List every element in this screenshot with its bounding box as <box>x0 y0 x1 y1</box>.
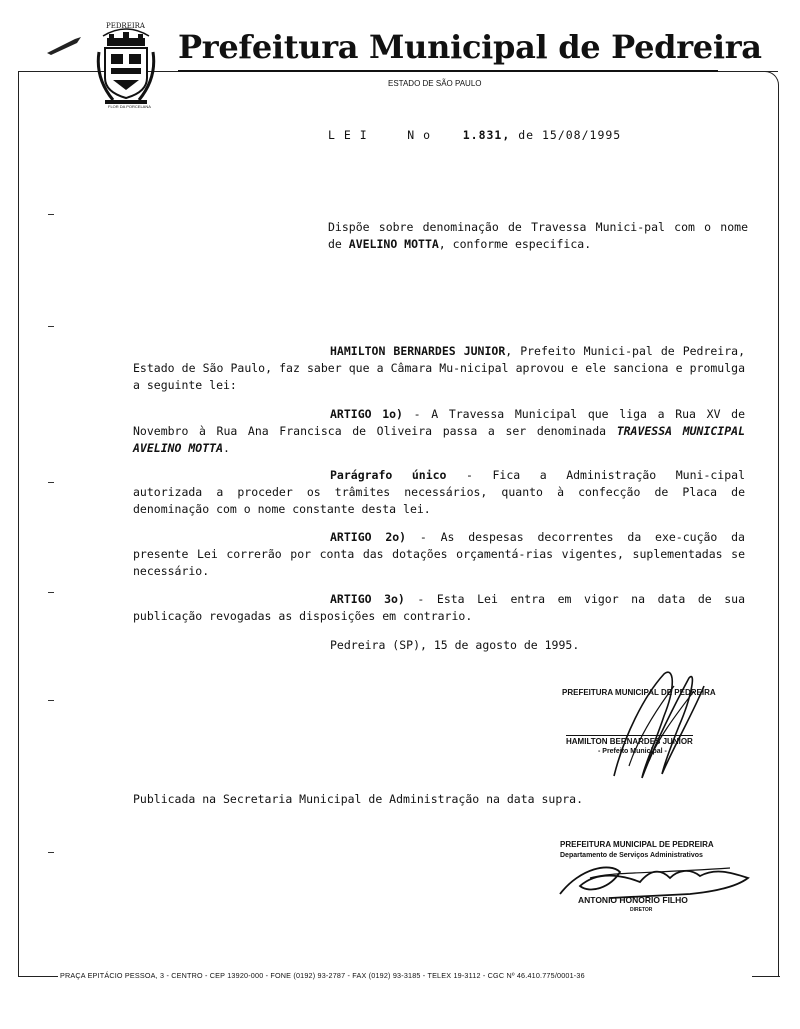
preamble <box>133 343 745 394</box>
frame-left-border <box>18 71 19 976</box>
director-stamp-name: ANTONIO HONORIO FILHO <box>578 895 688 905</box>
law-date: de 15/08/1995 <box>518 128 622 142</box>
artigo-3 <box>133 591 745 625</box>
paragrafo-unico <box>133 467 745 518</box>
artigo-2 <box>133 529 745 580</box>
margin-tick <box>48 326 54 327</box>
municipal-crest-icon <box>95 22 157 110</box>
artigo-3-text: - Esta Lei entra em vigor na data de sua publicação revogadas as disposições em contrario. <box>133 592 745 623</box>
artigo-3-label: ARTIGO 3o) <box>330 592 405 606</box>
frame-right-border <box>778 88 779 976</box>
director-stamp-header: PREFEITURA MUNICIPAL DE PEDREIRA <box>560 840 714 849</box>
law-heading <box>328 127 621 144</box>
letterhead-subtitle: ESTADO DE SÃO PAULO <box>388 79 482 88</box>
letterhead-footer: PRAÇA EPITÁCIO PESSOA, 3 - CENTRO - CEP 13920-000 - FONE (0192) 93-2787 - FAX (0192) 93-3185 - TELEX 19-3112 - CGC Nº 46.410.775/0001-36 <box>60 971 585 980</box>
title-rule <box>178 70 718 72</box>
mayor-stamp-name: HAMILTON BERNARDES JUNIOR <box>566 737 693 746</box>
mayor-stamp-header: PREFEITURA MUNICIPAL DE PEDREIRA <box>562 688 716 697</box>
publication-note: Publicada na Secretaria Municipal de Administração na data supra. <box>133 792 584 806</box>
ementa-text: Dispõe sobre denominação de Travessa Munici-pal com o nome de <box>328 220 748 251</box>
artigo-1-text: - A Travessa Municipal que liga a Rua XV de Novembro à Rua Ana Francisca de Oliveira passa a ser denominada <box>133 407 745 438</box>
ementa-text-end: , conforme especifica. <box>438 237 592 251</box>
artigo-2-text: - As despesas decorrentes da exe-cução da presente Lei correrão por conta das dotações orçamentá-rias vigentes, suplementadas se necessário. <box>133 530 745 578</box>
artigo-1 <box>133 406 745 457</box>
frame-bottom-border-right <box>752 976 780 977</box>
artigo-1-end: . <box>223 441 230 455</box>
frame-corner <box>755 71 779 89</box>
director-stamp-role: DIRETOR <box>630 907 653 913</box>
margin-tick <box>48 482 54 483</box>
ementa <box>328 219 748 253</box>
mayor-stamp-role: - Prefeito Municipal - <box>598 748 667 755</box>
paragrafo-text: - Fica a Administração Muni-cipal autorizada a proceder os trâmites necessários, quanto à confecção de Placa de denominação com o nome constante desta lei. <box>133 468 745 516</box>
lei-label: L E I <box>328 128 368 142</box>
mayor-signature <box>604 666 714 786</box>
numero-label: N o <box>407 128 432 142</box>
crest-motto: FLOR DA PORCELANA <box>108 104 151 109</box>
street-name: TRAVESSA MUNICIPAL AVELINO MOTTA <box>133 424 746 455</box>
margin-tick <box>48 214 54 215</box>
director-stamp-department: Departamento de Serviços Administrativos <box>560 852 703 859</box>
margin-tick <box>48 592 54 593</box>
preamble-text: , Prefeito Munici-pal de Pedreira, Estado de São Paulo, faz saber que a Câmara Mu-nicipal aprovou e ele sanciona e promulga a seguinte lei: <box>133 344 746 392</box>
paragrafo-label: Parágrafo único <box>330 468 447 482</box>
letterhead-title: Prefeitura Municipal de Pedreira <box>178 28 762 66</box>
mayor-name: HAMILTON BERNARDES JUNIOR <box>330 344 506 358</box>
margin-tick <box>48 700 54 701</box>
frame-bottom-border <box>18 976 58 977</box>
ementa-name: AVELINO MOTTA <box>348 237 439 251</box>
law-number: 1.831, <box>462 128 511 142</box>
crest-text: PEDREIRA <box>106 22 145 30</box>
place-date: Pedreira (SP), 15 de agosto de 1995. <box>330 638 580 652</box>
artigo-1-label: ARTIGO 1o) <box>330 407 403 421</box>
pen-nib-icon <box>45 35 85 57</box>
margin-tick <box>48 852 54 853</box>
artigo-2-label: ARTIGO 2o) <box>330 530 407 544</box>
